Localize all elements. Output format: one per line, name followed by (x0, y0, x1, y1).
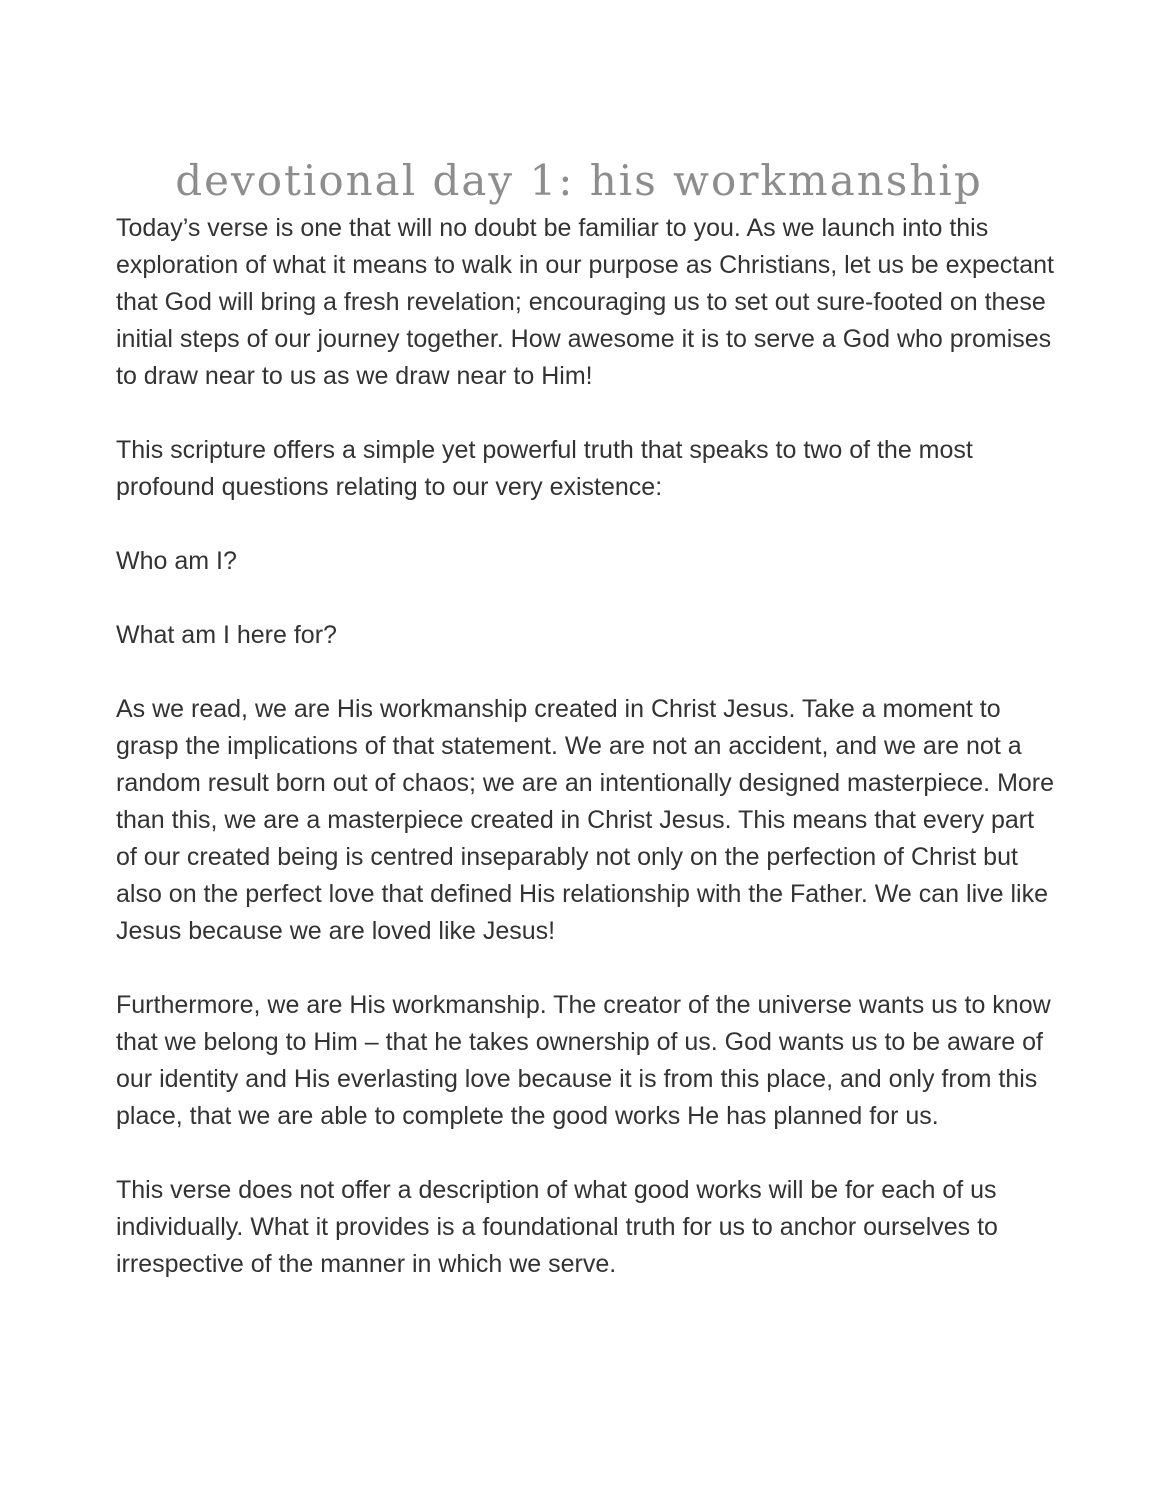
paragraph-scripture: This scripture offers a simple yet powerful truth that speaks to two of the most profound questions relating to our very existence: (116, 436, 973, 501)
paragraph-intro: Today’s verse is one that will no doubt be familiar to you. As we launch into this exploration of what it means to walk in our purpose as Christians, let us be expectant that God will bring a fresh revelation; encouraging us to set out sure-footed on these initial steps of our journey together. How awesome it is to serve a God who promises to draw near to us as we draw near to Him! (116, 214, 1055, 390)
document-body (116, 210, 1056, 1320)
question-who: Who am I? (116, 547, 237, 575)
question-what: What am I here for? (116, 621, 337, 649)
page-title: devotional day 1: his workmanship (175, 156, 983, 206)
paragraph-furthermore: Furthermore, we are His workmanship. The creator of the universe wants us to know that we belong to Him – that he takes ownership of us. God wants us to be aware of our identity and His everlasting love because it is from this place, and only from this place, that we are able to complete the good works He has planned for us. (116, 991, 1051, 1130)
paragraph-workmanship: As we read, we are His workmanship created in Christ Jesus. Take a moment to grasp the implications of that statement. We are not an accident, and we are not a random result born out of chaos; we are an intentionally designed masterpiece. More than this, we are a masterpiece created in Christ Jesus. This means that every part of our created being is centred inseparably not only on the perfection of Christ but also on the perfect love that defined His relationship with the Father. We can live like Jesus because we are loved like Jesus! (116, 695, 1055, 945)
paragraph-conclusion: This verse does not offer a description of what good works will be for each of us individually. What it provides is a foundational truth for us to anchor ourselves to irrespective of the manner in which we serve. (116, 1176, 998, 1278)
